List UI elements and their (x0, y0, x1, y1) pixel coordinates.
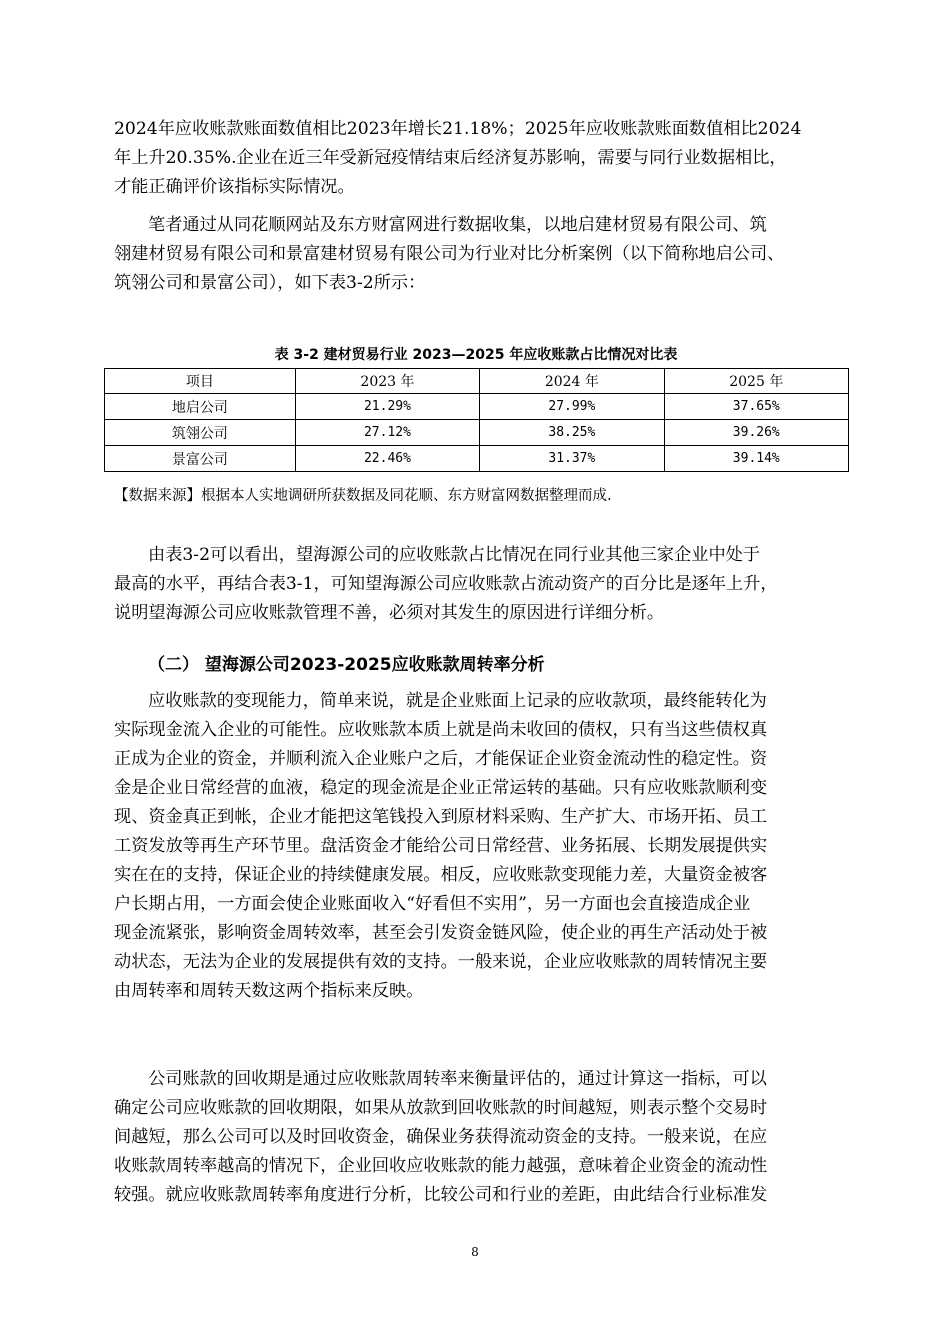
header-item: 项目 (105, 369, 296, 394)
text-line: 2024年应收账款账面数值相比2023年增长21.18%；2025年应收账款账面数值相比2024 (114, 119, 802, 139)
table-cell: 39.14% (664, 446, 848, 472)
table-cell: 31.37% (480, 446, 664, 472)
text-line: 才能正确评价该指标实际情况。 (114, 177, 355, 197)
table-caption: 表 3-2 建材贸易行业 2023—2025 年应收账款占比情况对比表 (274, 347, 678, 363)
paragraph-receivables-growth (114, 115, 838, 202)
table-cell: 27.99% (480, 394, 664, 420)
section-heading: （二） 望海源公司2023-2025应收账款周转率分析 (148, 655, 545, 675)
paragraph-liquidity-ability (114, 687, 838, 1006)
table-row (105, 446, 849, 472)
text-line: 说明望海源公司应收账款管理不善，必须对其发生的原因进行详细分析。 (114, 603, 665, 623)
text-line: 现金流紧张，影响资金周转效率，甚至会引发资金链风险，使企业的再生产活动处于被 (114, 923, 768, 943)
row-company-name: 景富公司 (105, 446, 296, 472)
text-line: 金是企业日常经营的血液，稳定的现金流是企业正常运转的基础。只有应收账款顺利变 (114, 778, 768, 798)
paragraph-collection-period (114, 1065, 838, 1210)
text-line: 应收账款的变现能力，简单来说，就是企业账面上记录的应收款项，最终能转化为 (148, 691, 767, 711)
table-cell: 21.29% (295, 394, 479, 420)
paragraph-table-analysis (114, 541, 838, 628)
text-line: 实际现金流入企业的可能性。应收账款本质上就是尚未收回的债权，只有当这些债权真 (114, 720, 768, 740)
text-line: 收账款周转率越高的情况下，企业回收应收账款的能力越强，意味着企业资金的流动性 (114, 1156, 768, 1176)
text-line: 由周转率和周转天数这两个指标来反映。 (114, 981, 424, 1001)
text-line: 年上升20.35%.企业在近三年受新冠疫情结束后经济复苏影响，需要与同行业数据相比， (114, 148, 787, 168)
row-company-name: 筑翎公司 (105, 420, 296, 446)
text-line: 动状态，无法为企业的发展提供有效的支持。一般来说，企业应收账款的周转情况主要 (114, 952, 768, 972)
text-line: 较强。就应收账款周转率角度进行分析，比较公司和行业的差距，由此结合行业标准发 (114, 1185, 768, 1205)
text-line: 户长期占用，一方面会使企业账面收入“好看但不实用”，另一方面也会直接造成企业 (114, 894, 751, 914)
text-line: 笔者通过从同花顺网站及东方财富网进行数据收集，以地启建材贸易有限公司、筑 (148, 215, 767, 235)
receivables-ratio-table (104, 368, 849, 472)
header-2025: 2025 年 (664, 369, 848, 394)
text-line: 现、资金真正到帐，企业才能把这笔钱投入到原材料采购、生产扩大、市场开拓、员工 (114, 807, 768, 827)
page-number: 8 (471, 1245, 479, 1259)
text-line: 筑翎公司和景富公司），如下表3-2所示： (114, 273, 426, 293)
table-cell: 27.12% (295, 420, 479, 446)
text-line: 由表3-2可以看出，望海源公司的应收账款占比情况在同行业其他三家企业中处于 (148, 545, 761, 565)
table-cell: 22.46% (295, 446, 479, 472)
header-2023: 2023 年 (295, 369, 479, 394)
table-row (105, 394, 849, 420)
text-line: 公司账款的回收期是通过应收账款周转率来衡量评估的，通过计算这一指标，可以 (148, 1069, 767, 1089)
row-company-name: 地启公司 (105, 394, 296, 420)
text-line: 实在在的支持，保证企业的持续健康发展。相反，应收账款变现能力差，大量资金被客 (114, 865, 768, 885)
text-line: 翎建材贸易有限公司和景富建材贸易有限公司为行业对比分析案例（以下简称地启公司、 (114, 244, 785, 264)
header-2024: 2024 年 (480, 369, 664, 394)
paragraph-data-collection (114, 211, 838, 298)
text-line: 正成为企业的资金，并顺利流入企业账户之后，才能保证企业资金流动性的稳定性。资 (114, 749, 768, 769)
text-line: 最高的水平，再结合表3-1，可知望海源公司应收账款占流动资产的百分比是逐年上升， (114, 574, 778, 594)
table-cell: 38.25% (480, 420, 664, 446)
table-cell: 37.65% (664, 394, 848, 420)
text-line: 工资发放等再生产环节里。盘活资金才能给公司日常经营、业务拓展、长期发展提供实 (114, 836, 768, 856)
table-source-note: 【数据来源】根据本人实地调研所获数据及同花顺、东方财富网数据整理而成. (114, 488, 612, 504)
text-line: 间越短，那么公司可以及时回收资金，确保业务获得流动资金的支持。一般来说，在应 (114, 1127, 768, 1147)
table-header-row (105, 369, 849, 394)
table-row (105, 420, 849, 446)
text-line: 确定公司应收账款的回收期限，如果从放款到回收账款的时间越短，则表示整个交易时 (114, 1098, 768, 1118)
table-cell: 39.26% (664, 420, 848, 446)
